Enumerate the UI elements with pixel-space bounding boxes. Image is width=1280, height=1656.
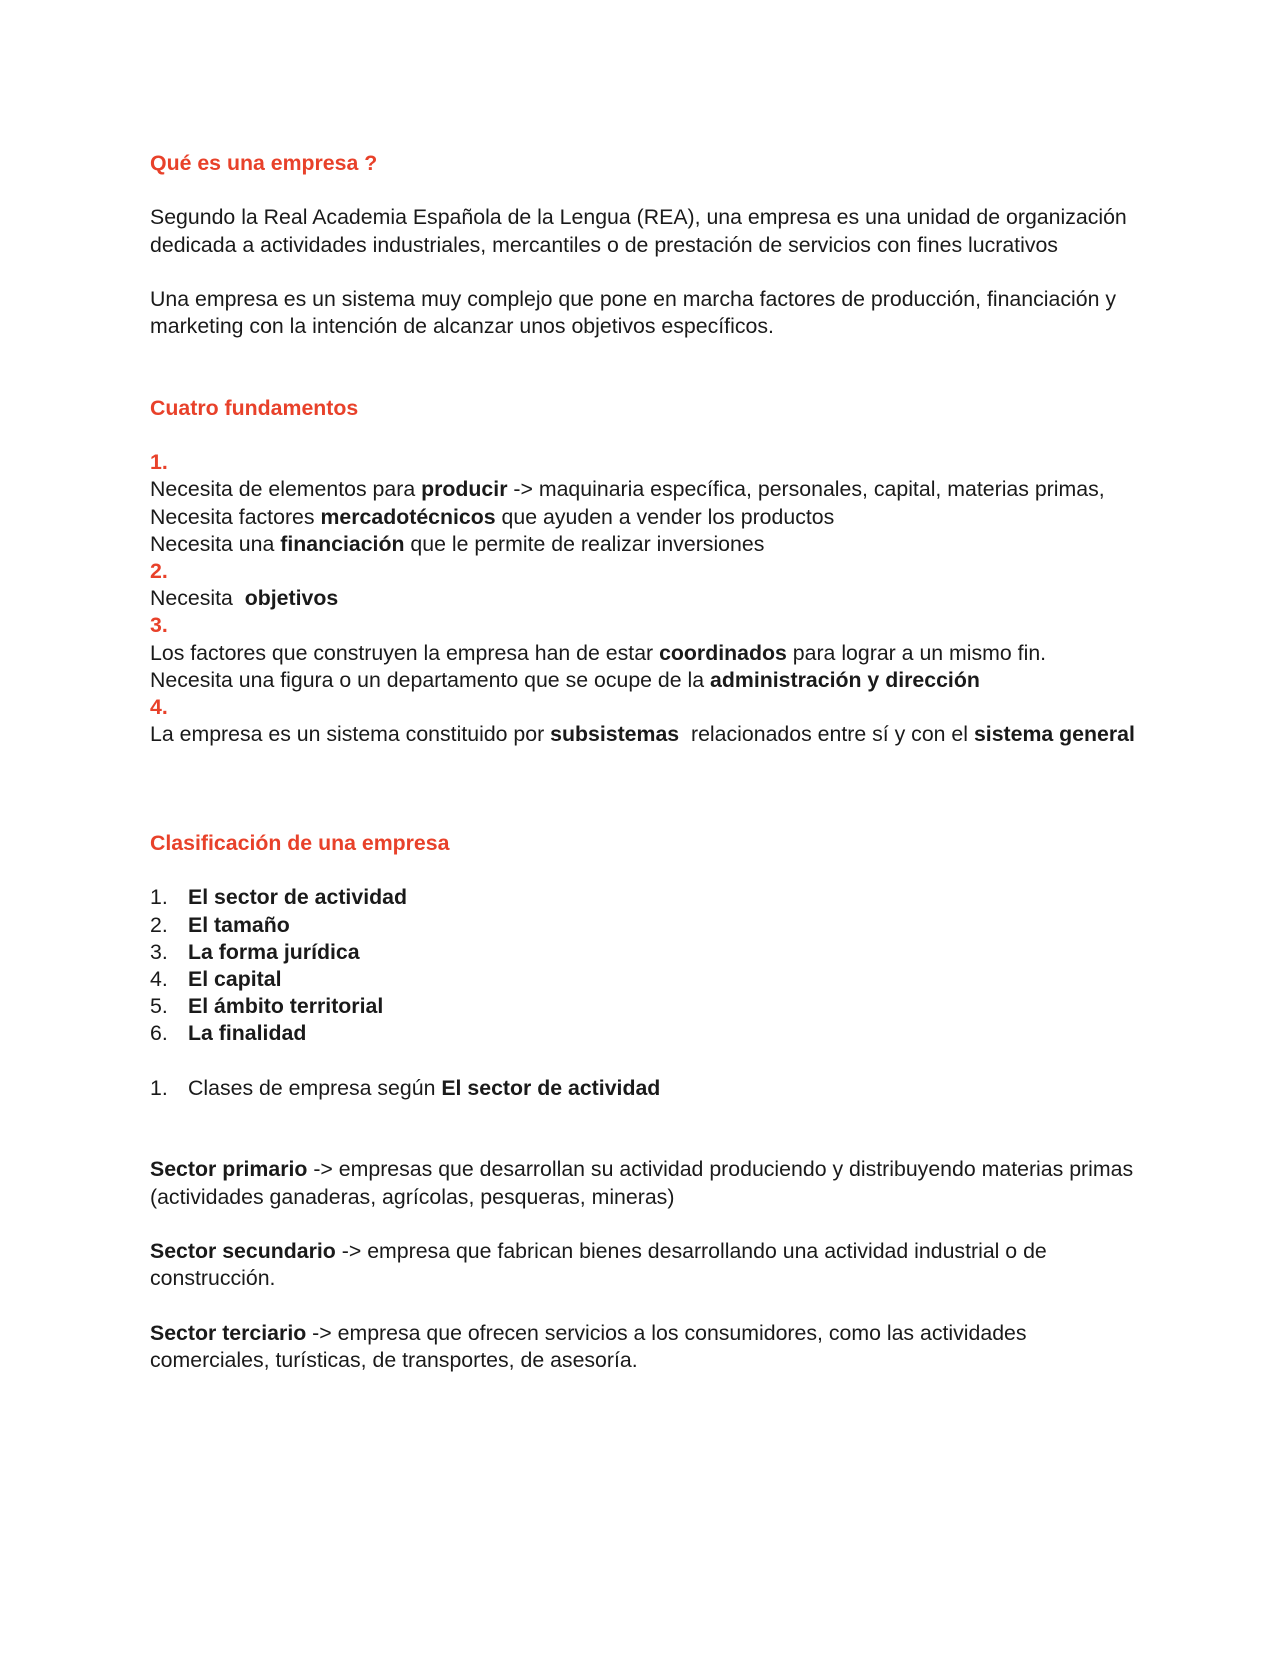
sector-secundario: Sector secundario -> empresa que fabrican bienes desarrollando una actividad industrial o de construcción. [150, 1238, 1047, 1291]
fundamento-3-number: 3. [150, 613, 168, 638]
heading-clasificacion: Clasificación de una empresa [150, 830, 450, 855]
paragraph-definition: Segundo la Real Academia Española de la Lengua (REA), una empresa es una unidad de organización dedicada a actividades industriales, mercantiles o de prestación de servicios con fines lucrativos [150, 205, 1127, 257]
fundamento-3-line-1: Los factores que construyen la empresa han de estar coordinados para lograr a un mismo fin. [150, 640, 1047, 665]
sector-primario: Sector primario -> empresas que desarrollan su actividad produciendo y distribuyendo materias primas (actividades ganaderas, agrícolas, pesqueras, mineras) [150, 1157, 1134, 1209]
fundamento-3-line-2: Necesita una figura o un departamento que se ocupe de la administración y dirección [150, 667, 980, 692]
heading-que-es: Qué es una empresa ? [150, 151, 378, 175]
list-item: 2. El tamaño [150, 912, 290, 937]
paragraph-system: Una empresa es un sistema muy complejo que pone en marcha factores de producción, financiación y marketing con la intención de alcanzar unos objetivos específicos. [150, 286, 1116, 339]
fundamento-4-number: 4. [150, 694, 168, 719]
list-item: 4. El capital [150, 966, 282, 991]
fundamento-1-line-3: Necesita una financiación que le permite de realizar inversiones [150, 531, 765, 556]
sector-sublist [150, 1075, 1150, 1102]
list-item: 5. El ámbito territorial [150, 994, 384, 1019]
fundamento-2-line-1: Necesita objetivos [150, 586, 339, 611]
sector-terciario: Sector terciario -> empresa que ofrecen servicios a los consumidores, como las actividades comerciales, turísticas, de transportes, de asesoría. [150, 1320, 1027, 1372]
classification-list [150, 884, 1150, 1047]
fundamento-1-line-2: Necesita factores mercadotécnicos que ayuden a vender los productos [150, 504, 835, 529]
heading-fundamentos: Cuatro fundamentos [150, 395, 359, 420]
fundamento-1-number: 1. [150, 450, 168, 475]
list-item: 6. La finalidad [150, 1021, 307, 1046]
list-item: 1. El sector de actividad [150, 885, 407, 910]
document-page [150, 150, 1150, 1374]
list-item: 3. La forma jurídica [150, 939, 360, 964]
fundamento-1-line-1: Necesita de elementos para producir -> maquinaria específica, personales, capital, materias primas, [150, 477, 1105, 502]
list-item: 1. Clases de empresa según El sector de actividad [150, 1075, 661, 1100]
fundamento-2-number: 2. [150, 558, 168, 583]
fundamento-4-line-1: La empresa es un sistema constituido por subsistemas relacionados entre sí y con el sistema general [150, 722, 1135, 747]
